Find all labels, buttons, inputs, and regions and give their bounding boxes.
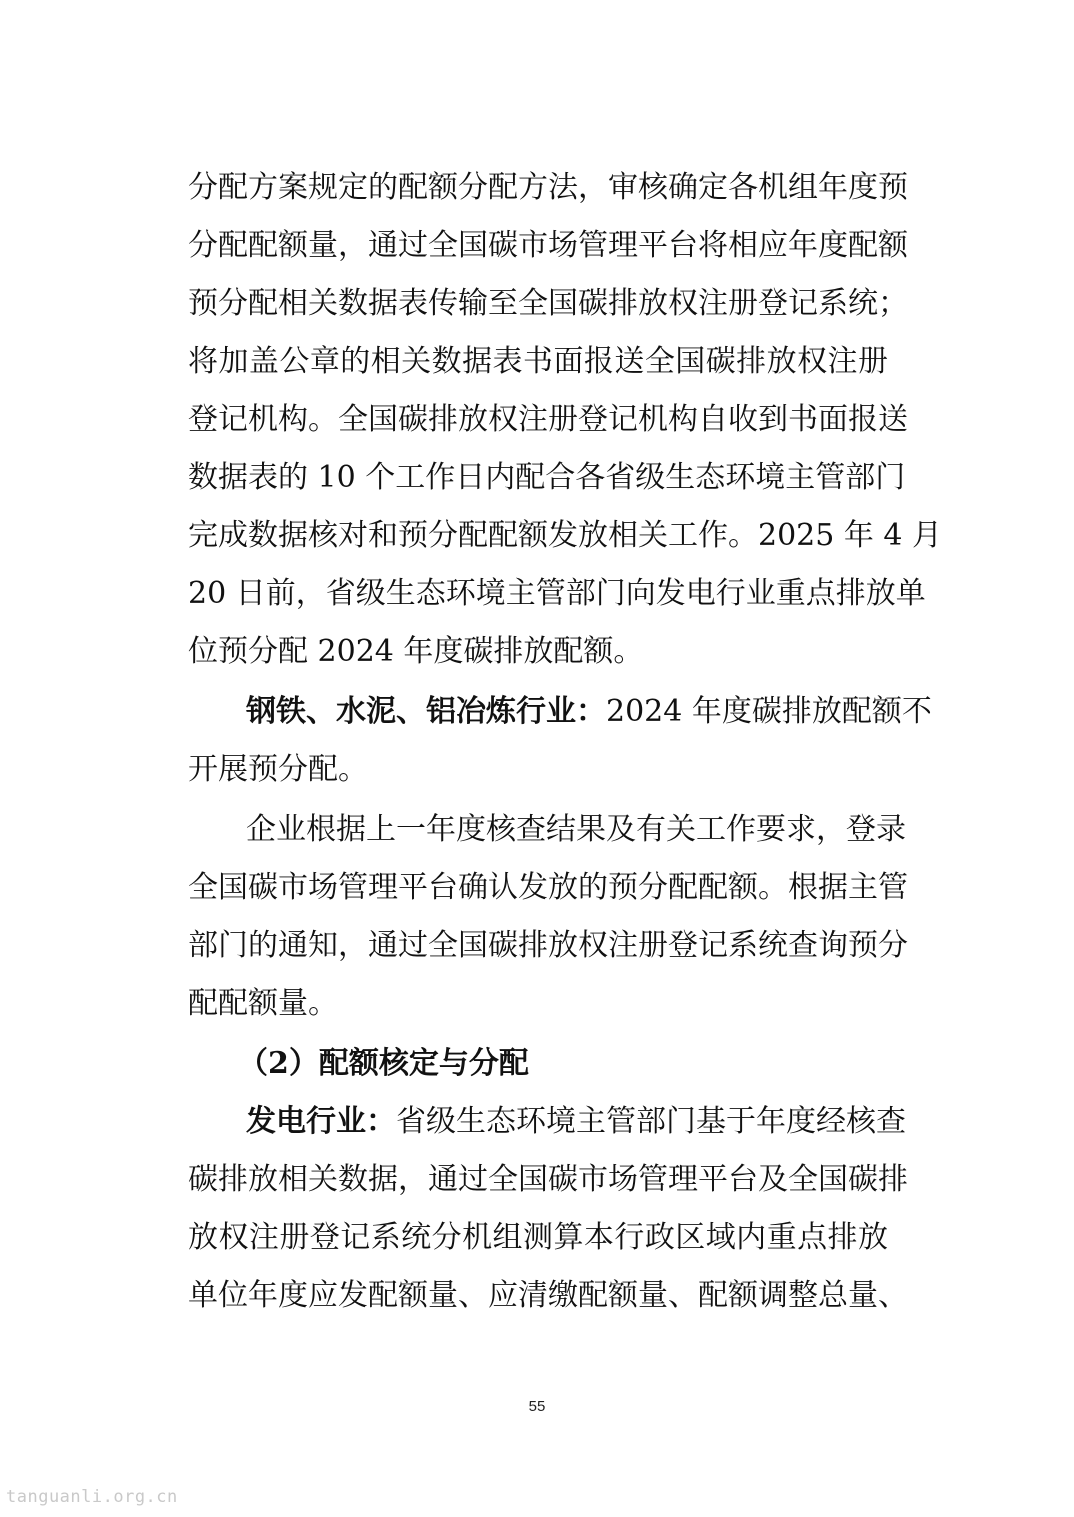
paragraph-line: 完成数据核对和预分配配额发放相关工作。2025 年 4 月: [188, 518, 943, 553]
paragraph-line: 单位年度应发配额量、应清缴配额量、配额调整总量、: [188, 1278, 908, 1313]
paragraph-line: 部门的通知，通过全国碳排放权注册登记系统查询预分: [188, 928, 908, 963]
paragraph-line: 分配方案规定的配额分配方法，审核确定各机组年度预: [188, 170, 908, 205]
power-industry-label: 发电行业：: [246, 1104, 396, 1139]
paragraph-line: 数据表的 10 个工作日内配合各省级生态环境主管部门: [188, 460, 906, 495]
power-industry-text: 省级生态环境主管部门基于年度经核查: [396, 1104, 906, 1139]
section-heading: （2）配额核定与分配: [238, 1046, 529, 1081]
steel-industry-label: 钢铁、水泥、铝冶炼行业：: [246, 694, 606, 729]
paragraph-line: 开展预分配。: [188, 752, 368, 787]
paragraph-line: 全国碳市场管理平台确认发放的预分配配额。根据主管: [188, 870, 908, 905]
paragraph-line: 碳排放相关数据，通过全国碳市场管理平台及全国碳排: [188, 1162, 908, 1197]
paragraph-line: 20 日前，省级生态环境主管部门向发电行业重点排放单: [188, 576, 926, 611]
power-paragraph-first-line: [246, 1102, 906, 1142]
paragraph-line: 放权注册登记系统分机组测算本行政区域内重点排放: [188, 1220, 888, 1255]
steel-industry-text: 2024 年度碳排放配额不: [606, 694, 932, 729]
paragraph-line: 将加盖公章的相关数据表书面报送全国碳排放权注册: [188, 344, 888, 379]
page-number: 55: [528, 1398, 546, 1415]
paragraph-line: 预分配相关数据表传输至全国碳排放权注册登记系统；: [188, 286, 908, 321]
paragraph-line: 登记机构。全国碳排放权注册登记机构自收到书面报送: [188, 402, 908, 437]
paragraph-line: 位预分配 2024 年度碳排放配额。: [188, 634, 644, 669]
paragraph-line: 配配额量。: [188, 986, 338, 1021]
paragraph-line: 分配配额量，通过全国碳市场管理平台将相应年度配额: [188, 228, 908, 263]
steel-paragraph-first-line: [246, 692, 932, 732]
watermark: tanguanli.org.cn: [6, 1487, 178, 1507]
paragraph-line: 企业根据上一年度核查结果及有关工作要求，登录: [246, 812, 906, 847]
